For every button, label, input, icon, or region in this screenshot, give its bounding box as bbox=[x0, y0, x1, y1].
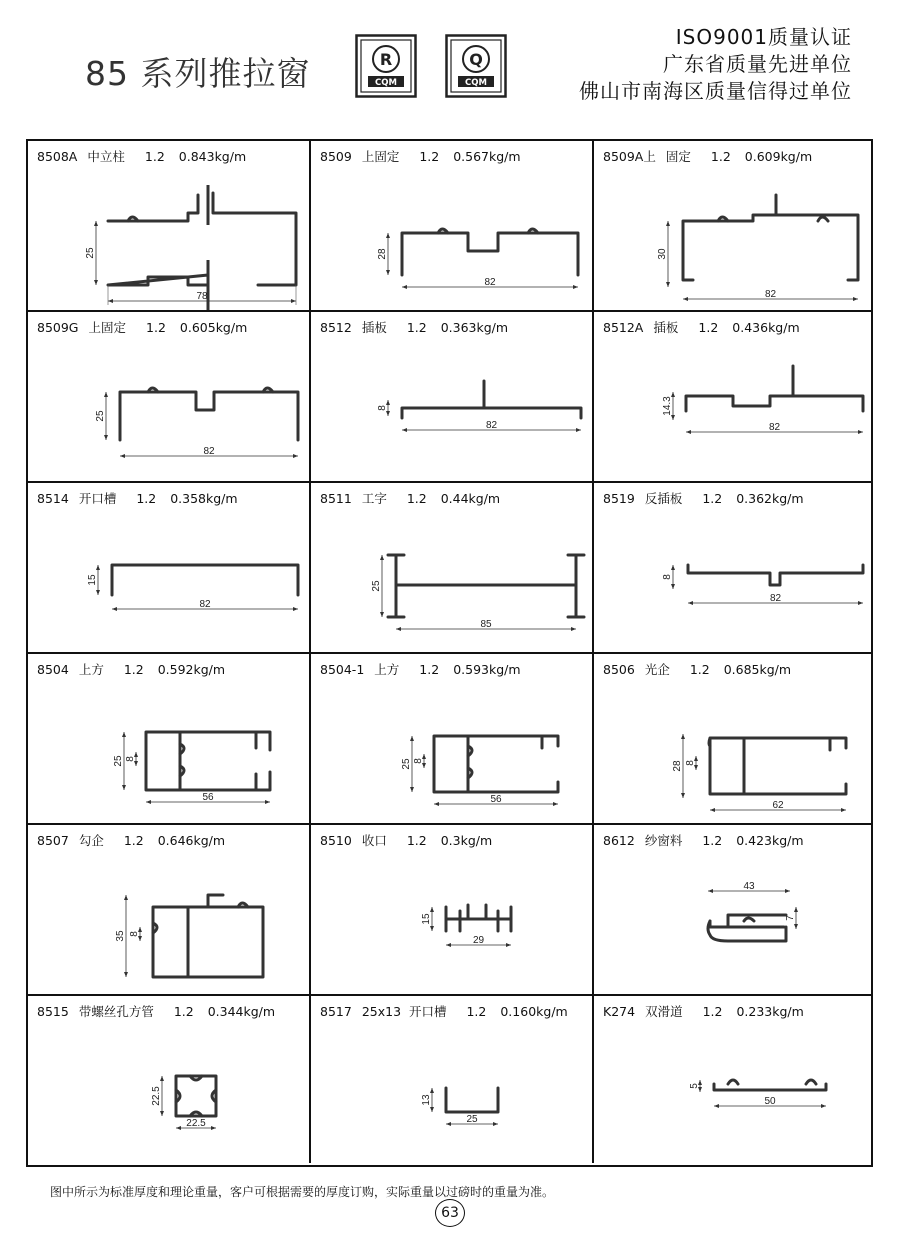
cert-line-city: 佛山市南海区质量信得过单位 bbox=[579, 79, 852, 103]
profile-thickness: 1.2 bbox=[406, 320, 427, 335]
profile-cell-8504-1 bbox=[311, 654, 594, 825]
profile-code: 8504-1 bbox=[320, 662, 365, 677]
profile-caption bbox=[37, 831, 239, 849]
profile-cross-section-drawing bbox=[311, 678, 594, 823]
profile-name: 开口槽 bbox=[78, 491, 117, 506]
profile-weight: 0.593kg/m bbox=[453, 662, 521, 677]
profile-caption bbox=[320, 318, 522, 336]
profile-thickness: 1.2 bbox=[406, 491, 427, 506]
profile-thickness: 1.2 bbox=[146, 320, 166, 335]
profile-cross-section-drawing bbox=[28, 507, 311, 652]
svg-text:5: 5 bbox=[689, 1083, 700, 1089]
svg-text:8: 8 bbox=[685, 760, 696, 766]
profile-caption bbox=[320, 660, 535, 678]
svg-text:15: 15 bbox=[87, 574, 98, 586]
svg-text:CQM: CQM bbox=[465, 78, 487, 88]
profile-code: 8512 bbox=[320, 320, 352, 335]
profile-name: 插板 bbox=[653, 320, 679, 335]
profile-thickness: 1.2 bbox=[123, 662, 144, 677]
profile-weight: 0.843kg/m bbox=[178, 149, 247, 164]
profile-name: 反插板 bbox=[644, 491, 683, 506]
profile-thickness: 1.2 bbox=[173, 1004, 194, 1019]
svg-text:62: 62 bbox=[772, 800, 784, 811]
profile-cell-8515 bbox=[28, 996, 311, 1163]
svg-text:22.5: 22.5 bbox=[151, 1086, 162, 1106]
svg-text:22.5: 22.5 bbox=[186, 1118, 206, 1129]
profile-cross-section-drawing bbox=[594, 507, 871, 652]
certifications bbox=[579, 24, 852, 105]
profile-cross-section-drawing bbox=[28, 678, 311, 823]
profile-caption bbox=[603, 660, 805, 678]
profile-name: 勾企 bbox=[78, 833, 104, 848]
profile-weight: 0.44kg/m bbox=[440, 491, 501, 506]
profile-cross-section-drawing bbox=[594, 678, 871, 823]
profile-cross-section-drawing bbox=[311, 1020, 594, 1165]
profile-cross-section-drawing bbox=[311, 165, 594, 310]
profile-thickness: 1.2 bbox=[689, 662, 710, 677]
profile-name: 上方 bbox=[374, 662, 400, 677]
profile-code: 8509 bbox=[320, 149, 352, 164]
profile-code: 8510 bbox=[320, 833, 352, 848]
profile-weight: 0.362kg/m bbox=[736, 491, 804, 506]
svg-text:82: 82 bbox=[768, 422, 781, 433]
svg-text:56: 56 bbox=[202, 792, 214, 803]
profile-code: 8612 bbox=[603, 833, 635, 848]
profile-caption bbox=[603, 1002, 818, 1020]
profile-weight: 0.605kg/m bbox=[179, 320, 248, 335]
profile-code: 8519 bbox=[603, 491, 635, 506]
profile-code: 8514 bbox=[37, 491, 69, 506]
profile-caption bbox=[37, 147, 260, 165]
svg-text:43: 43 bbox=[743, 881, 755, 892]
profile-code: K274 bbox=[603, 1004, 636, 1019]
profile-name: 上固定 bbox=[88, 320, 127, 335]
page-number: 63 bbox=[435, 1199, 465, 1227]
svg-text:CQM: CQM bbox=[375, 78, 397, 88]
svg-text:25: 25 bbox=[113, 755, 124, 767]
svg-text:25: 25 bbox=[85, 247, 96, 259]
profile-caption bbox=[37, 489, 252, 507]
profile-name: 上方 bbox=[78, 662, 104, 677]
profile-cell-8514 bbox=[28, 483, 311, 654]
svg-text:8: 8 bbox=[129, 931, 140, 937]
svg-text:25: 25 bbox=[95, 410, 106, 422]
profile-thickness: 1.2 bbox=[702, 1004, 723, 1019]
profile-code: 8509A上 bbox=[603, 149, 656, 164]
svg-text:82: 82 bbox=[485, 420, 498, 431]
profile-name: 上固定 bbox=[361, 149, 400, 164]
profile-weight: 0.567kg/m bbox=[453, 149, 521, 164]
svg-text:14.3: 14.3 bbox=[662, 396, 673, 416]
svg-text:R: R bbox=[379, 50, 393, 69]
profile-thickness: 1.2 bbox=[419, 149, 440, 164]
cert-line-province: 广东省质量先进单位 bbox=[663, 52, 852, 76]
profile-name: 插板 bbox=[361, 320, 387, 335]
profile-thickness: 1.2 bbox=[136, 491, 157, 506]
profile-cross-section-drawing bbox=[594, 336, 871, 481]
svg-text:85: 85 bbox=[480, 619, 492, 630]
svg-text:7: 7 bbox=[785, 915, 796, 921]
profile-cell-8504 bbox=[28, 654, 311, 825]
profile-caption bbox=[37, 660, 239, 678]
profile-name: 收口 bbox=[361, 833, 387, 848]
profile-name: 25x13 开口槽 bbox=[361, 1004, 447, 1019]
svg-text:82: 82 bbox=[199, 599, 211, 610]
profile-cross-section-drawing bbox=[594, 165, 871, 310]
profile-cell-8509a上 bbox=[594, 141, 871, 312]
profile-grid bbox=[26, 139, 873, 1167]
profile-cell-8507 bbox=[28, 825, 311, 996]
profile-caption bbox=[320, 147, 535, 165]
svg-text:50: 50 bbox=[764, 1096, 776, 1107]
profile-code: 8511 bbox=[320, 491, 352, 506]
profile-thickness: 1.2 bbox=[702, 491, 723, 506]
svg-text:15: 15 bbox=[421, 913, 432, 925]
profile-weight: 0.358kg/m bbox=[170, 491, 238, 506]
profile-code: 8507 bbox=[37, 833, 69, 848]
profile-caption bbox=[37, 1002, 289, 1020]
svg-text:8: 8 bbox=[125, 756, 136, 762]
profile-caption bbox=[320, 1002, 582, 1020]
profile-cell-8511 bbox=[311, 483, 594, 654]
profile-cell-k274 bbox=[594, 996, 871, 1163]
profile-thickness: 1.2 bbox=[419, 662, 440, 677]
profile-name: 双滑道 bbox=[645, 1004, 683, 1019]
profile-name: 中立柱 bbox=[87, 149, 125, 164]
profile-cell-8506 bbox=[594, 654, 871, 825]
profile-weight: 0.609kg/m bbox=[744, 149, 813, 164]
svg-text:82: 82 bbox=[769, 593, 782, 604]
q-cqm-certification-logo bbox=[445, 34, 507, 98]
profile-caption bbox=[603, 147, 826, 165]
profile-cross-section-drawing bbox=[28, 1020, 311, 1165]
profile-thickness: 1.2 bbox=[123, 833, 144, 848]
svg-text:Q: Q bbox=[469, 50, 483, 69]
profile-weight: 0.3kg/m bbox=[440, 833, 493, 848]
profile-code: 8504 bbox=[37, 662, 69, 677]
profile-cell-8509g bbox=[28, 312, 311, 483]
svg-text:25: 25 bbox=[401, 758, 412, 770]
profile-cross-section-drawing bbox=[28, 165, 311, 310]
profile-weight: 0.423kg/m bbox=[736, 833, 804, 848]
profile-thickness: 1.2 bbox=[144, 149, 165, 164]
profile-weight: 0.685kg/m bbox=[723, 662, 792, 677]
svg-text:30: 30 bbox=[657, 248, 668, 260]
svg-text:82: 82 bbox=[484, 277, 496, 288]
profile-weight: 0.233kg/m bbox=[736, 1004, 804, 1019]
svg-text:28: 28 bbox=[377, 248, 388, 260]
profile-cell-8519 bbox=[594, 483, 871, 654]
profile-caption bbox=[603, 831, 818, 849]
profile-code: 8506 bbox=[603, 662, 635, 677]
svg-text:78: 78 bbox=[196, 291, 208, 302]
profile-thickness: 1.2 bbox=[466, 1004, 487, 1019]
svg-text:8: 8 bbox=[377, 405, 388, 411]
profile-caption bbox=[603, 489, 818, 507]
profile-caption bbox=[320, 489, 514, 507]
profile-caption bbox=[603, 318, 814, 336]
profile-cell-8517 bbox=[311, 996, 594, 1163]
profile-weight: 0.363kg/m bbox=[440, 320, 509, 335]
profile-cross-section-drawing bbox=[311, 507, 594, 652]
profile-name: 光企 bbox=[644, 662, 670, 677]
profile-weight: 0.344kg/m bbox=[207, 1004, 276, 1019]
profile-name: 固定 bbox=[665, 149, 691, 164]
profile-cell-8512a bbox=[594, 312, 871, 483]
profile-cell-8509 bbox=[311, 141, 594, 312]
profile-cross-section-drawing bbox=[311, 849, 594, 994]
r-cqm-certification-logo bbox=[355, 34, 417, 98]
profile-cross-section-drawing bbox=[311, 336, 594, 481]
svg-text:8: 8 bbox=[662, 574, 673, 580]
profile-code: 8517 bbox=[320, 1004, 352, 1019]
svg-text:25: 25 bbox=[371, 580, 382, 592]
profile-cross-section-drawing bbox=[28, 849, 311, 994]
cert-line-iso: ISO9001质量认证 bbox=[675, 25, 852, 49]
svg-text:82: 82 bbox=[203, 446, 215, 457]
svg-text:29: 29 bbox=[472, 935, 485, 946]
profile-thickness: 1.2 bbox=[698, 320, 719, 335]
svg-text:8: 8 bbox=[413, 758, 424, 764]
profile-weight: 0.436kg/m bbox=[732, 320, 800, 335]
svg-text:28: 28 bbox=[672, 760, 683, 772]
profile-caption bbox=[320, 831, 506, 849]
profile-weight: 0.646kg/m bbox=[157, 833, 226, 848]
profile-cross-section-drawing bbox=[594, 849, 871, 994]
profile-weight: 0.160kg/m bbox=[500, 1004, 568, 1019]
svg-text:13: 13 bbox=[421, 1094, 432, 1106]
profile-thickness: 1.2 bbox=[406, 833, 427, 848]
profile-cell-8612 bbox=[594, 825, 871, 996]
profile-name: 工字 bbox=[361, 491, 387, 506]
profile-cell-8512 bbox=[311, 312, 594, 483]
profile-thickness: 1.2 bbox=[702, 833, 723, 848]
page-title: 85 系列推拉窗 bbox=[85, 54, 311, 93]
profile-weight: 0.592kg/m bbox=[157, 662, 226, 677]
profile-code: 8508A bbox=[37, 149, 78, 164]
profile-name: 纱窗料 bbox=[644, 833, 683, 848]
profile-cell-8510 bbox=[311, 825, 594, 996]
profile-code: 8512A bbox=[603, 320, 644, 335]
profile-cross-section-drawing bbox=[594, 1020, 871, 1165]
footer-note: 图中所示为标准厚度和理论重量，客户可根据需要的厚度订购，实际重量以过磅时的重量为准。 bbox=[50, 1185, 555, 1199]
profile-code: 8515 bbox=[37, 1004, 69, 1019]
svg-text:25: 25 bbox=[466, 1114, 478, 1125]
svg-text:56: 56 bbox=[490, 794, 502, 805]
svg-text:35: 35 bbox=[115, 930, 126, 942]
profile-cell-8508a bbox=[28, 141, 311, 312]
profile-code: 8509G bbox=[37, 320, 79, 335]
svg-text:82: 82 bbox=[764, 289, 777, 300]
profile-caption bbox=[37, 318, 261, 336]
profile-name: 带螺丝孔方管 bbox=[78, 1004, 154, 1019]
profile-cross-section-drawing bbox=[28, 336, 311, 481]
profile-thickness: 1.2 bbox=[710, 149, 731, 164]
